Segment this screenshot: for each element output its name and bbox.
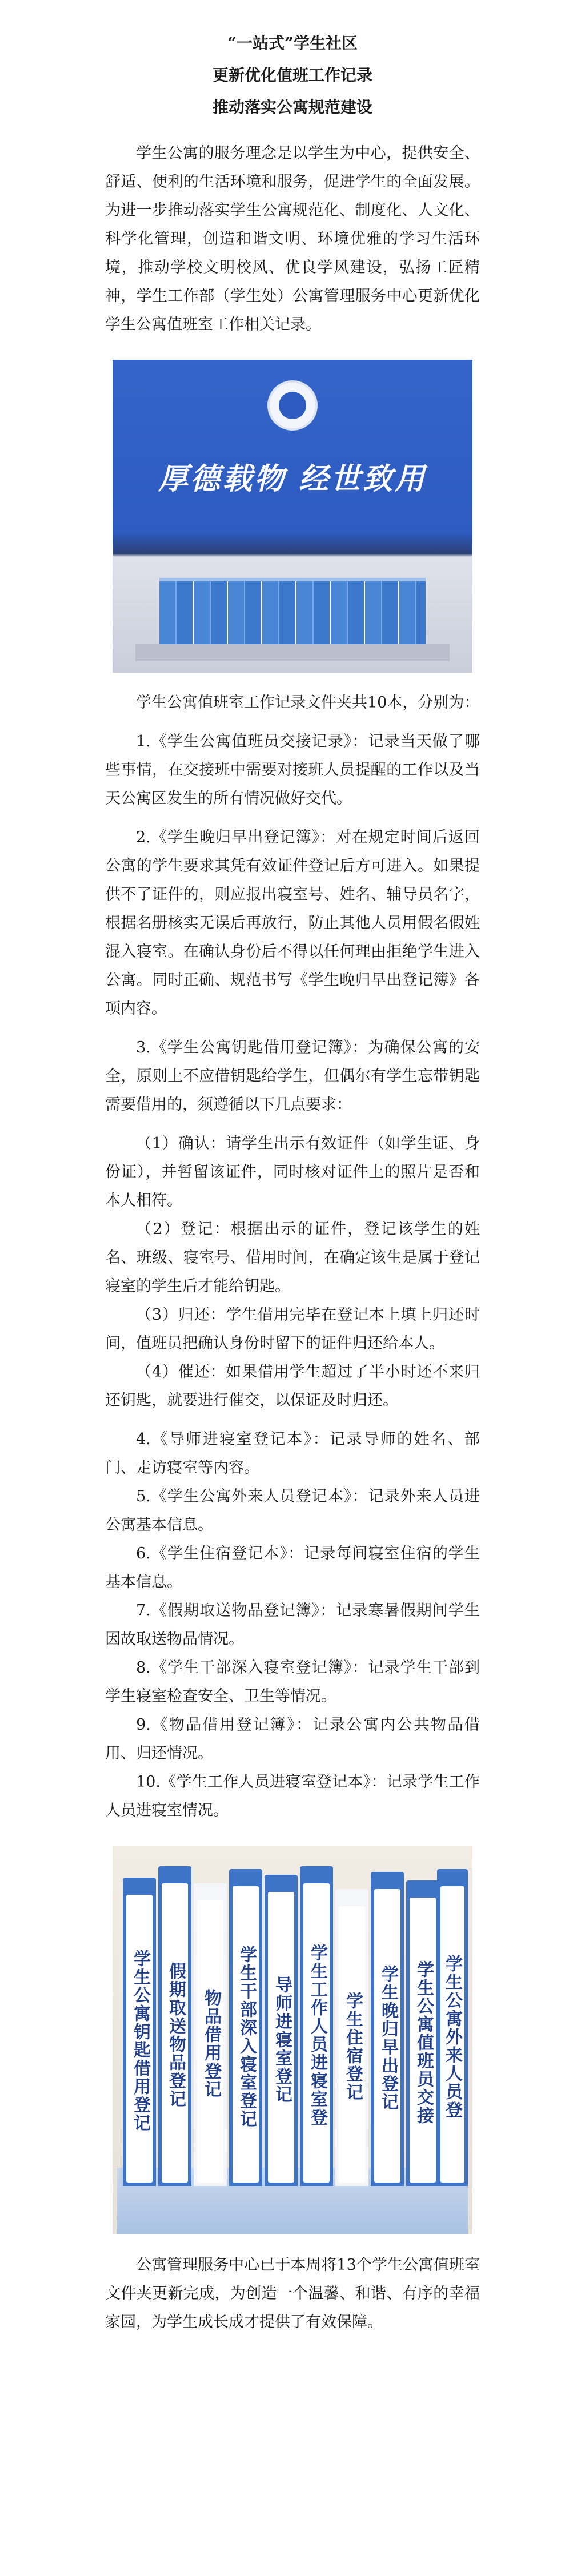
title-line-1: “一站式”学生社区 <box>227 34 358 53</box>
intro-paragraph: 学生公寓的服务理念是以学生为中心，提供安全、舒适、便利的生活环境和服务，促进学生的全面发展。为进一步推动落实学生公寓规范化、制度化、人文化、科学化管理，创造和谐文明、环境优雅的学习生活环境，推动学校文明校风、优良学风建设，弘扬工匠精神，学生工作部（学生处）公寓管理服务中心更新优化学生公寓值班室工作相关记录。 <box>105 144 480 333</box>
binder-spine-label: 学生公寓值班员交接 <box>410 1898 436 2183</box>
binder <box>265 1875 298 2186</box>
list-item: 7.《假期取送物品登记簿》：记录寒暑假期间学生因故取送物品情况。 <box>105 1602 480 1648</box>
binder <box>371 1872 404 2186</box>
binder <box>437 1869 468 2186</box>
binder-spine-label: 学生住宿登记 <box>339 1906 365 2183</box>
summary-paragraph: 学生公寓值班室工作记录文件夹共10本，分别为： <box>136 694 480 712</box>
binder-spine-label: 学生工作人员进寝室登 <box>303 1883 330 2183</box>
binder-spine-label: 学生公寓外来人员登 <box>440 1886 464 2183</box>
list-item: 8.《学生干部深入寝室登记簿》：记录学生干部到学生寝室检查安全、卫生等情况。 <box>105 1659 480 1705</box>
binder-spine-label: 学生晚归早出登记 <box>374 1889 400 2183</box>
list-item: 9.《物品借用登记簿》：记录公寓内公共物品借用、归还情况。 <box>105 1716 480 1762</box>
sub-list-item: （3）归还：学生借用完毕在登记本上填上归还时间，值班员把确认身份时留下的证件归还给本人。 <box>105 1306 480 1352</box>
article-title <box>0 0 585 123</box>
binder <box>406 1880 439 2186</box>
table-image <box>135 644 450 661</box>
list-item: 5.《学生公寓外来人员登记本》：记录外来人员进公寓基本信息。 <box>105 1488 480 1534</box>
binder-shelf-photo <box>113 1846 472 2234</box>
binder <box>335 1889 368 2186</box>
conclusion-paragraph: 公寓管理服务中心已于本周将13个学生公寓值班室文件夹更新完成，为创造一个温馨、和谐、有序的幸福家园，为学生成长成才提供了有效保障。 <box>105 2256 480 2331</box>
university-seal-icon <box>267 380 318 431</box>
motto-wall-photo <box>113 360 472 673</box>
title-line-2: 更新优化值班工作记录 <box>212 66 372 85</box>
list-item: 6.《学生住宿登记本》：记录每间寝室住宿的学生基本信息。 <box>105 1545 480 1591</box>
binder-spine-label: 物品借用登记 <box>197 1900 223 2183</box>
title-line-3: 推动落实公寓规范建设 <box>212 98 372 116</box>
binder <box>300 1866 333 2186</box>
binder-spine-label: 学生干部深入寝室登记 <box>233 1886 259 2183</box>
binder <box>229 1869 262 2186</box>
list-item: 3.《学生公寓钥匙借用登记簿》：为确保公寓的安全，原则上不应借钥匙给学生，但偶尔有学生忘带钥匙需要借用的，须遵循以下几点要求： <box>105 1039 480 1114</box>
binder-spine-label: 学生公寓钥匙借用登记 <box>126 1895 153 2183</box>
sub-list-item: （2）登记：根据出示的证件，登记该学生的姓名、班级、寝室号、借用时间，在确定该生是属于登记寝室的学生后才能给钥匙。 <box>105 1220 480 1295</box>
list-item: 1.《学生公寓值班员交接记录》：记录当天做了哪些事情，在交接班中需要对接班人员提醒的工作以及当天公寓区发生的所有情况做好交代。 <box>105 733 480 807</box>
list-item: 10.《学生工作人员进寝室登记本》：记录学生工作人员进寝室情况。 <box>105 1773 480 1819</box>
binder <box>194 1883 227 2186</box>
binder-spine-label: 假期取送物品登记 <box>162 1883 188 2183</box>
binder <box>158 1866 191 2186</box>
list-item: 4.《导师进寝室登记本》：记录导师的姓名、部门、走访寝室等内容。 <box>105 1430 480 1477</box>
binder <box>123 1878 156 2186</box>
motto-text: 厚德载物 经世致用 <box>158 462 427 496</box>
binder-row-image <box>159 581 426 644</box>
sub-list-item: （1）确认：请学生出示有效证件（如学生证、身份证），并暂留该证件，同时核对证件上的照片是否和本人相符。 <box>105 1135 480 1209</box>
binder-spine-label: 导师进寝室登记 <box>268 1892 294 2183</box>
sub-list-item: （4）催还：如果借用学生超过了半小时还不来归还钥匙，就要进行催交，以保证及时归还。 <box>105 1363 480 1409</box>
list-item: 2.《学生晚归早出登记簿》：对在规定时间后返回公寓的学生要求其凭有效证件登记后方可进入。如果提供不了证件的，则应报出寝室号、姓名、辅导员名字，根据名册核实无误后再放行，防止其他人员用假名假姓混入寝室。在确认身份后不得以任何理由拒绝学生进入公寓。同时正确、规范书写《学生晚归早出登记簿》各项内容。 <box>105 829 480 1018</box>
